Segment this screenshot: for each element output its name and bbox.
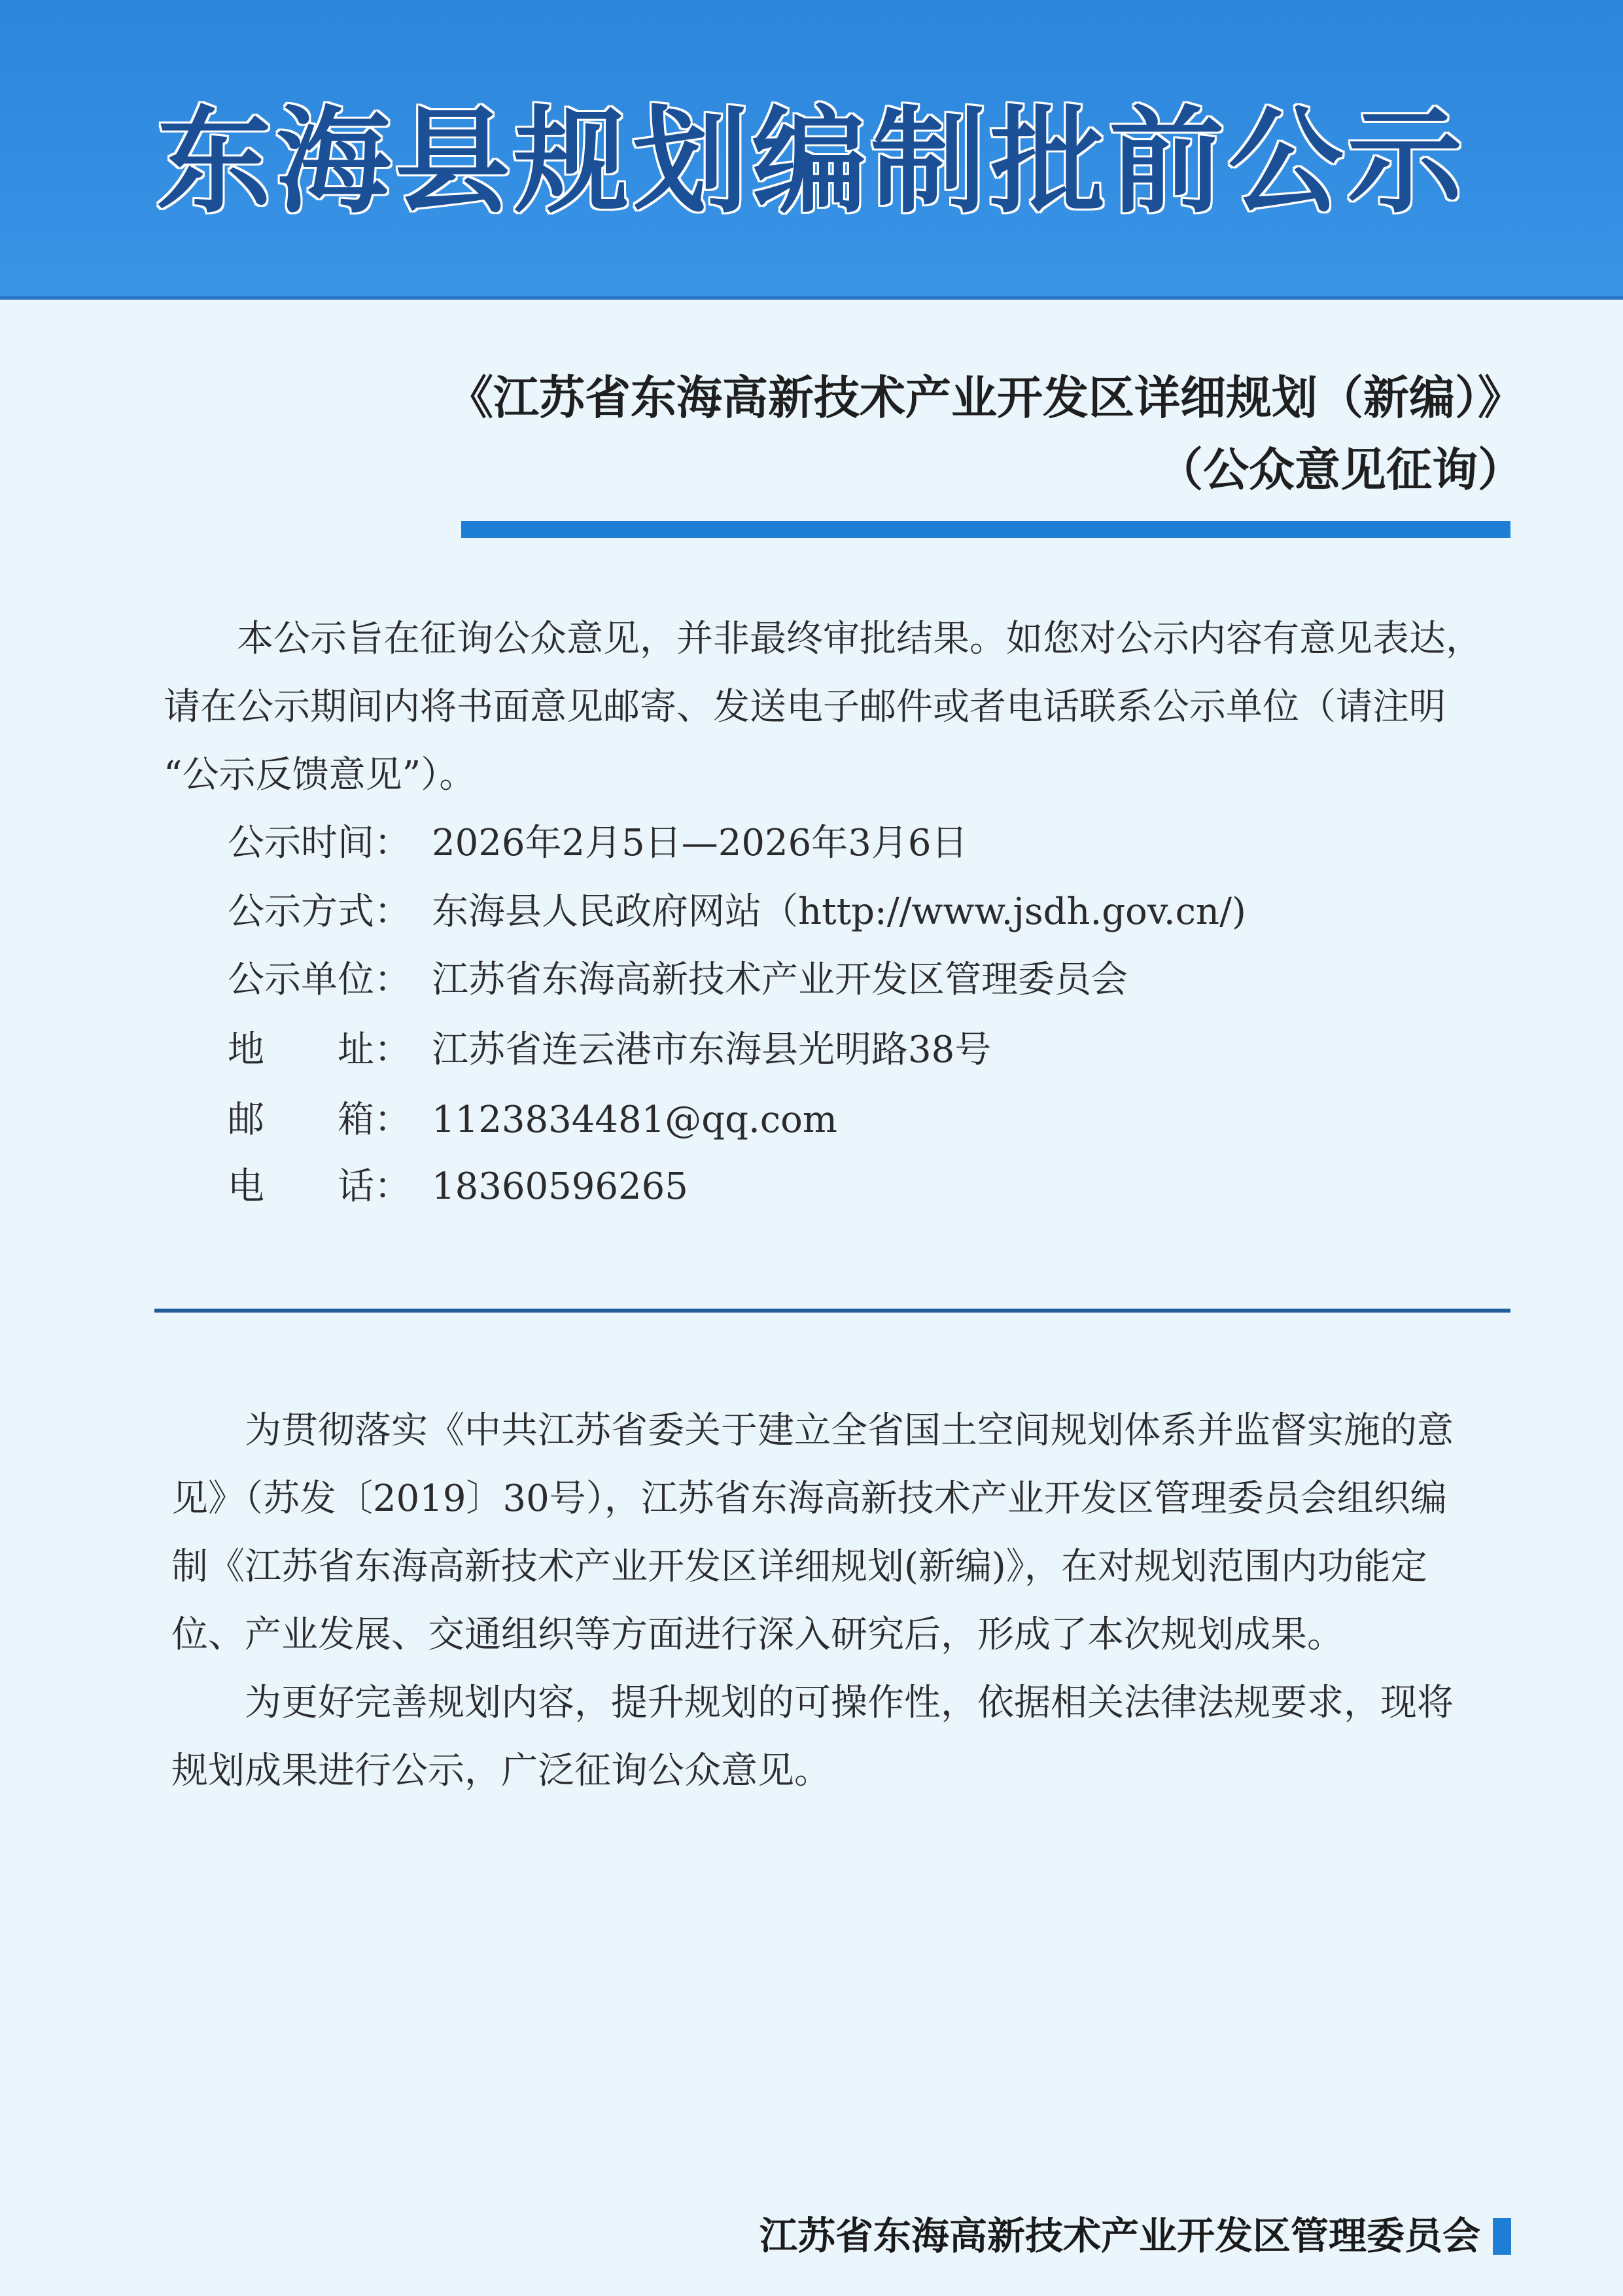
info-label: 公示时间： (228, 822, 411, 864)
body-line: 规划成果进行公示，广泛征询公众意见。 (171, 1750, 831, 1792)
footer-accent-mark (1493, 2218, 1511, 2255)
document-subtitle: 《江苏省东海高新技术产业开发区详细规划（新编）》 (447, 371, 1524, 425)
info-value-phone[interactable]: 18360596265 (432, 1165, 688, 1208)
notice-paragraph (164, 605, 1482, 809)
info-row-time (228, 809, 968, 877)
info-label: 电 话： (228, 1165, 411, 1208)
notice-line: “公示反馈意见”）。 (164, 754, 476, 796)
info-row-phone (228, 1153, 688, 1221)
info-row-method (228, 878, 1246, 946)
body-line: 制《江苏省东海高新技术产业开发区详细规划(新编)》，在对规划范围内功能定 (171, 1545, 1427, 1588)
section-divider (154, 1309, 1510, 1313)
info-row-unit (228, 946, 1128, 1014)
body-line: 为贯彻落实《中共江苏省委关于建立全省国土空间规划体系并监督实施的意 (171, 1409, 1454, 1452)
info-value: 江苏省连云港市东海县光明路38号 (432, 1029, 992, 1071)
notice-line: 本公示旨在征询公众意见，并非最终审批结果。如您对公示内容有意见表达， (164, 618, 1482, 660)
body-line: 位、产业发展、交通组织等方面进行深入研究后，形成了本次规划成果。 (171, 1614, 1344, 1656)
header-rule (0, 296, 1623, 300)
info-label: 公示单位： (228, 959, 411, 1001)
body-line: 为更好完善规划内容，提升规划的可操作性，依据相关法律法规要求，现将 (171, 1682, 1454, 1724)
document-subtitle-note: （公众意见征询） (1157, 443, 1524, 497)
info-label: 地 址： (228, 1029, 411, 1071)
footer-organization: 江苏省东海高新技术产业开发区管理委员会 (759, 2214, 1480, 2258)
page-title: 东海县规划编制批前公示 (156, 95, 1467, 229)
body-line: 见》（苏发〔2019〕30号），江苏省东海高新技术产业开发区管理委员会组织编 (171, 1477, 1447, 1520)
accent-bar (461, 521, 1510, 538)
info-label: 邮 箱： (228, 1099, 411, 1141)
body-paragraphs (171, 1397, 1454, 1805)
info-row-email (228, 1086, 837, 1154)
info-value-email[interactable]: 1123834481@qq.com (432, 1099, 837, 1141)
info-value: 江苏省东海高新技术产业开发区管理委员会 (432, 959, 1128, 1001)
info-value-website[interactable]: 东海县人民政府网站（http://www.jsdh.gov.cn/) (432, 891, 1246, 933)
info-value: 2026年2月5日—2026年3月6日 (432, 822, 968, 864)
notice-line: 请在公示期间内将书面意见邮寄、发送电子邮件或者电话联系公示单位（请注明 (164, 686, 1446, 728)
info-label: 公示方式： (228, 891, 411, 933)
info-row-address (228, 1016, 991, 1084)
